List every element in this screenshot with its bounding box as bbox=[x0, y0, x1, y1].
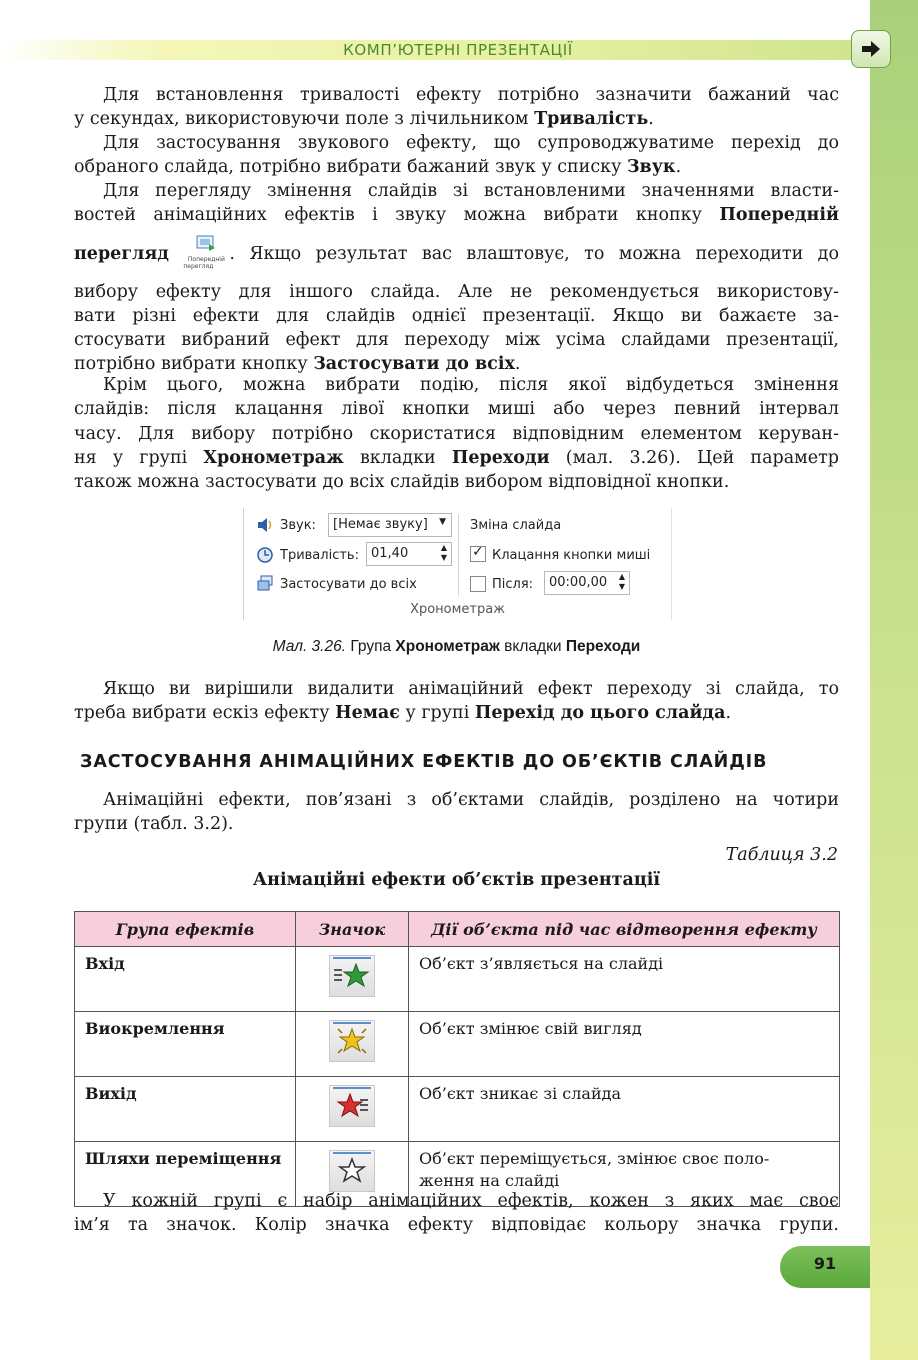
apply-all-button[interactable]: Застосувати до всіх bbox=[280, 577, 417, 592]
next-page-button[interactable] bbox=[851, 30, 891, 68]
sound-label: Звук: bbox=[280, 518, 316, 533]
table-title: Анімаційні ефекти об’єктів презентації bbox=[252, 870, 661, 890]
header-icon: Значок bbox=[296, 912, 409, 947]
paragraph-timing: Крім цього, можна вибрати подію, після якої відбудеться змінення слайдів: після клацання лівої кнопки миші або через певний інтервал часу. Для вибору потрібно скористатися відповідним елементом керуван- ня у групі Хронометраж вкладки Переходи (мал. 3.26). Цей параметр також можна застосувати до всіх слайдів вибором відповідної кнопки. bbox=[74, 375, 839, 493]
side-color-strip bbox=[870, 0, 918, 1360]
spinner-arrows-icon: ▲ ▼ bbox=[618, 572, 625, 591]
group-divider bbox=[458, 514, 459, 596]
advance-slide-title: Зміна слайда bbox=[470, 518, 562, 533]
paragraph-remove-effect: Якщо ви вирішили видалити анімаційний ефект переходу зі слайда, то треба вибрати ескіз ефекту Немає у групі Перехід до цього слайда. bbox=[74, 679, 839, 724]
preview-button-icon: Попередній перегляд bbox=[183, 234, 229, 274]
after-label: Після: bbox=[492, 577, 534, 592]
section-heading: ЗАСТОСУВАННЯ АНІМАЦІЙНИХ ЕФЕКТІВ ДО ОБ’ЄКТІВ СЛАЙДІВ bbox=[80, 752, 768, 772]
motion-path-star-icon bbox=[329, 1150, 375, 1192]
checkmark-icon: ✓ bbox=[472, 544, 484, 560]
header-action: Дії об’єкта під час відтворення ефекту bbox=[409, 912, 840, 947]
running-header: КОМП’ЮТЕРНІ ПРЕЗЕНТАЦІЇ bbox=[343, 41, 573, 59]
duration-label: Тривалість: bbox=[280, 548, 359, 563]
table-row: Виокремлення Об’єкт змінює свій вигляд bbox=[75, 1012, 840, 1077]
paragraph-sound: Для застосування звукового ефекту, що супроводжуватиме перехід до обраного слайда, потрібно вибрати бажаний звук у списку Звук. bbox=[74, 133, 839, 178]
figure-caption: Мал. 3.26. Група Хронометраж вкладки Переходи bbox=[272, 638, 641, 655]
entrance-star-icon bbox=[329, 955, 375, 997]
exit-star-icon bbox=[329, 1085, 375, 1127]
table-row: Вихід Об’єкт зникає зі слайда bbox=[75, 1077, 840, 1142]
timing-group-screenshot bbox=[243, 508, 672, 620]
arrow-right-icon bbox=[860, 38, 882, 60]
speaker-icon bbox=[256, 516, 274, 534]
paragraph-group-colors: У кожній групі є набір анімаційних ефектів, кожен з яких має своє ім’я та значок. Колір значка ефекту відповідає кольору значка групи. bbox=[74, 1191, 839, 1236]
emphasis-star-icon bbox=[329, 1020, 375, 1062]
page-number: 91 bbox=[780, 1246, 870, 1288]
paragraph-duration: Для встановлення тривалості ефекту потрібно зазначити бажаний час у секундах, використовуючи поле з лічильником Тривалість. bbox=[74, 85, 839, 130]
sound-dropdown[interactable]: [Немає звуку] ▼ bbox=[328, 513, 452, 537]
table-row: Вхід Об’єкт з’являється на слайді bbox=[75, 947, 840, 1012]
duration-spinner[interactable]: 01,40 ▲ ▼ bbox=[366, 542, 452, 566]
effects-table bbox=[74, 911, 840, 1207]
on-click-label: Клацання кнопки миші bbox=[492, 548, 651, 563]
paragraph-preview: Для перегляду змінення слайдів зі встановленими значеннями власти- востей анімаційних ефектів і звуку можна вибрати кнопку Попередній перегляд Попередній перегляд . Якщо результат вас влаштовує, то можна переходити до вибору ефекту для іншого слайда. Але не рекомендується використову- вати різні ефекти для слайдів однієї презентації. Якщо ви бажаєте за- стосувати вибраний ефект для переходу між усіма слайдами презентації, потрібно вибрати кнопку Застосувати до всіх. bbox=[74, 181, 839, 375]
paragraph-groups-intro: Анімаційні ефекти, пов’язані з об’єктами слайдів, розділено на чотири групи (табл. 3.2). bbox=[74, 790, 839, 835]
group-name-label: Хронометраж bbox=[410, 602, 505, 617]
apply-all-icon bbox=[256, 574, 274, 592]
spinner-arrows-icon: ▲ ▼ bbox=[440, 543, 447, 562]
clock-icon bbox=[256, 546, 274, 564]
on-click-checkbox[interactable] bbox=[470, 546, 486, 562]
after-checkbox[interactable] bbox=[470, 576, 486, 592]
table-number: Таблиця 3.2 bbox=[725, 845, 838, 865]
chevron-down-icon: ▼ bbox=[439, 517, 446, 527]
table-row: Шляхи переміщення Об’єкт переміщується, змінює своє поло- ження на слайді bbox=[75, 1142, 840, 1207]
header-group: Група ефектів bbox=[75, 912, 296, 947]
after-time-spinner[interactable]: 00:00,00 ▲ ▼ bbox=[544, 571, 630, 595]
